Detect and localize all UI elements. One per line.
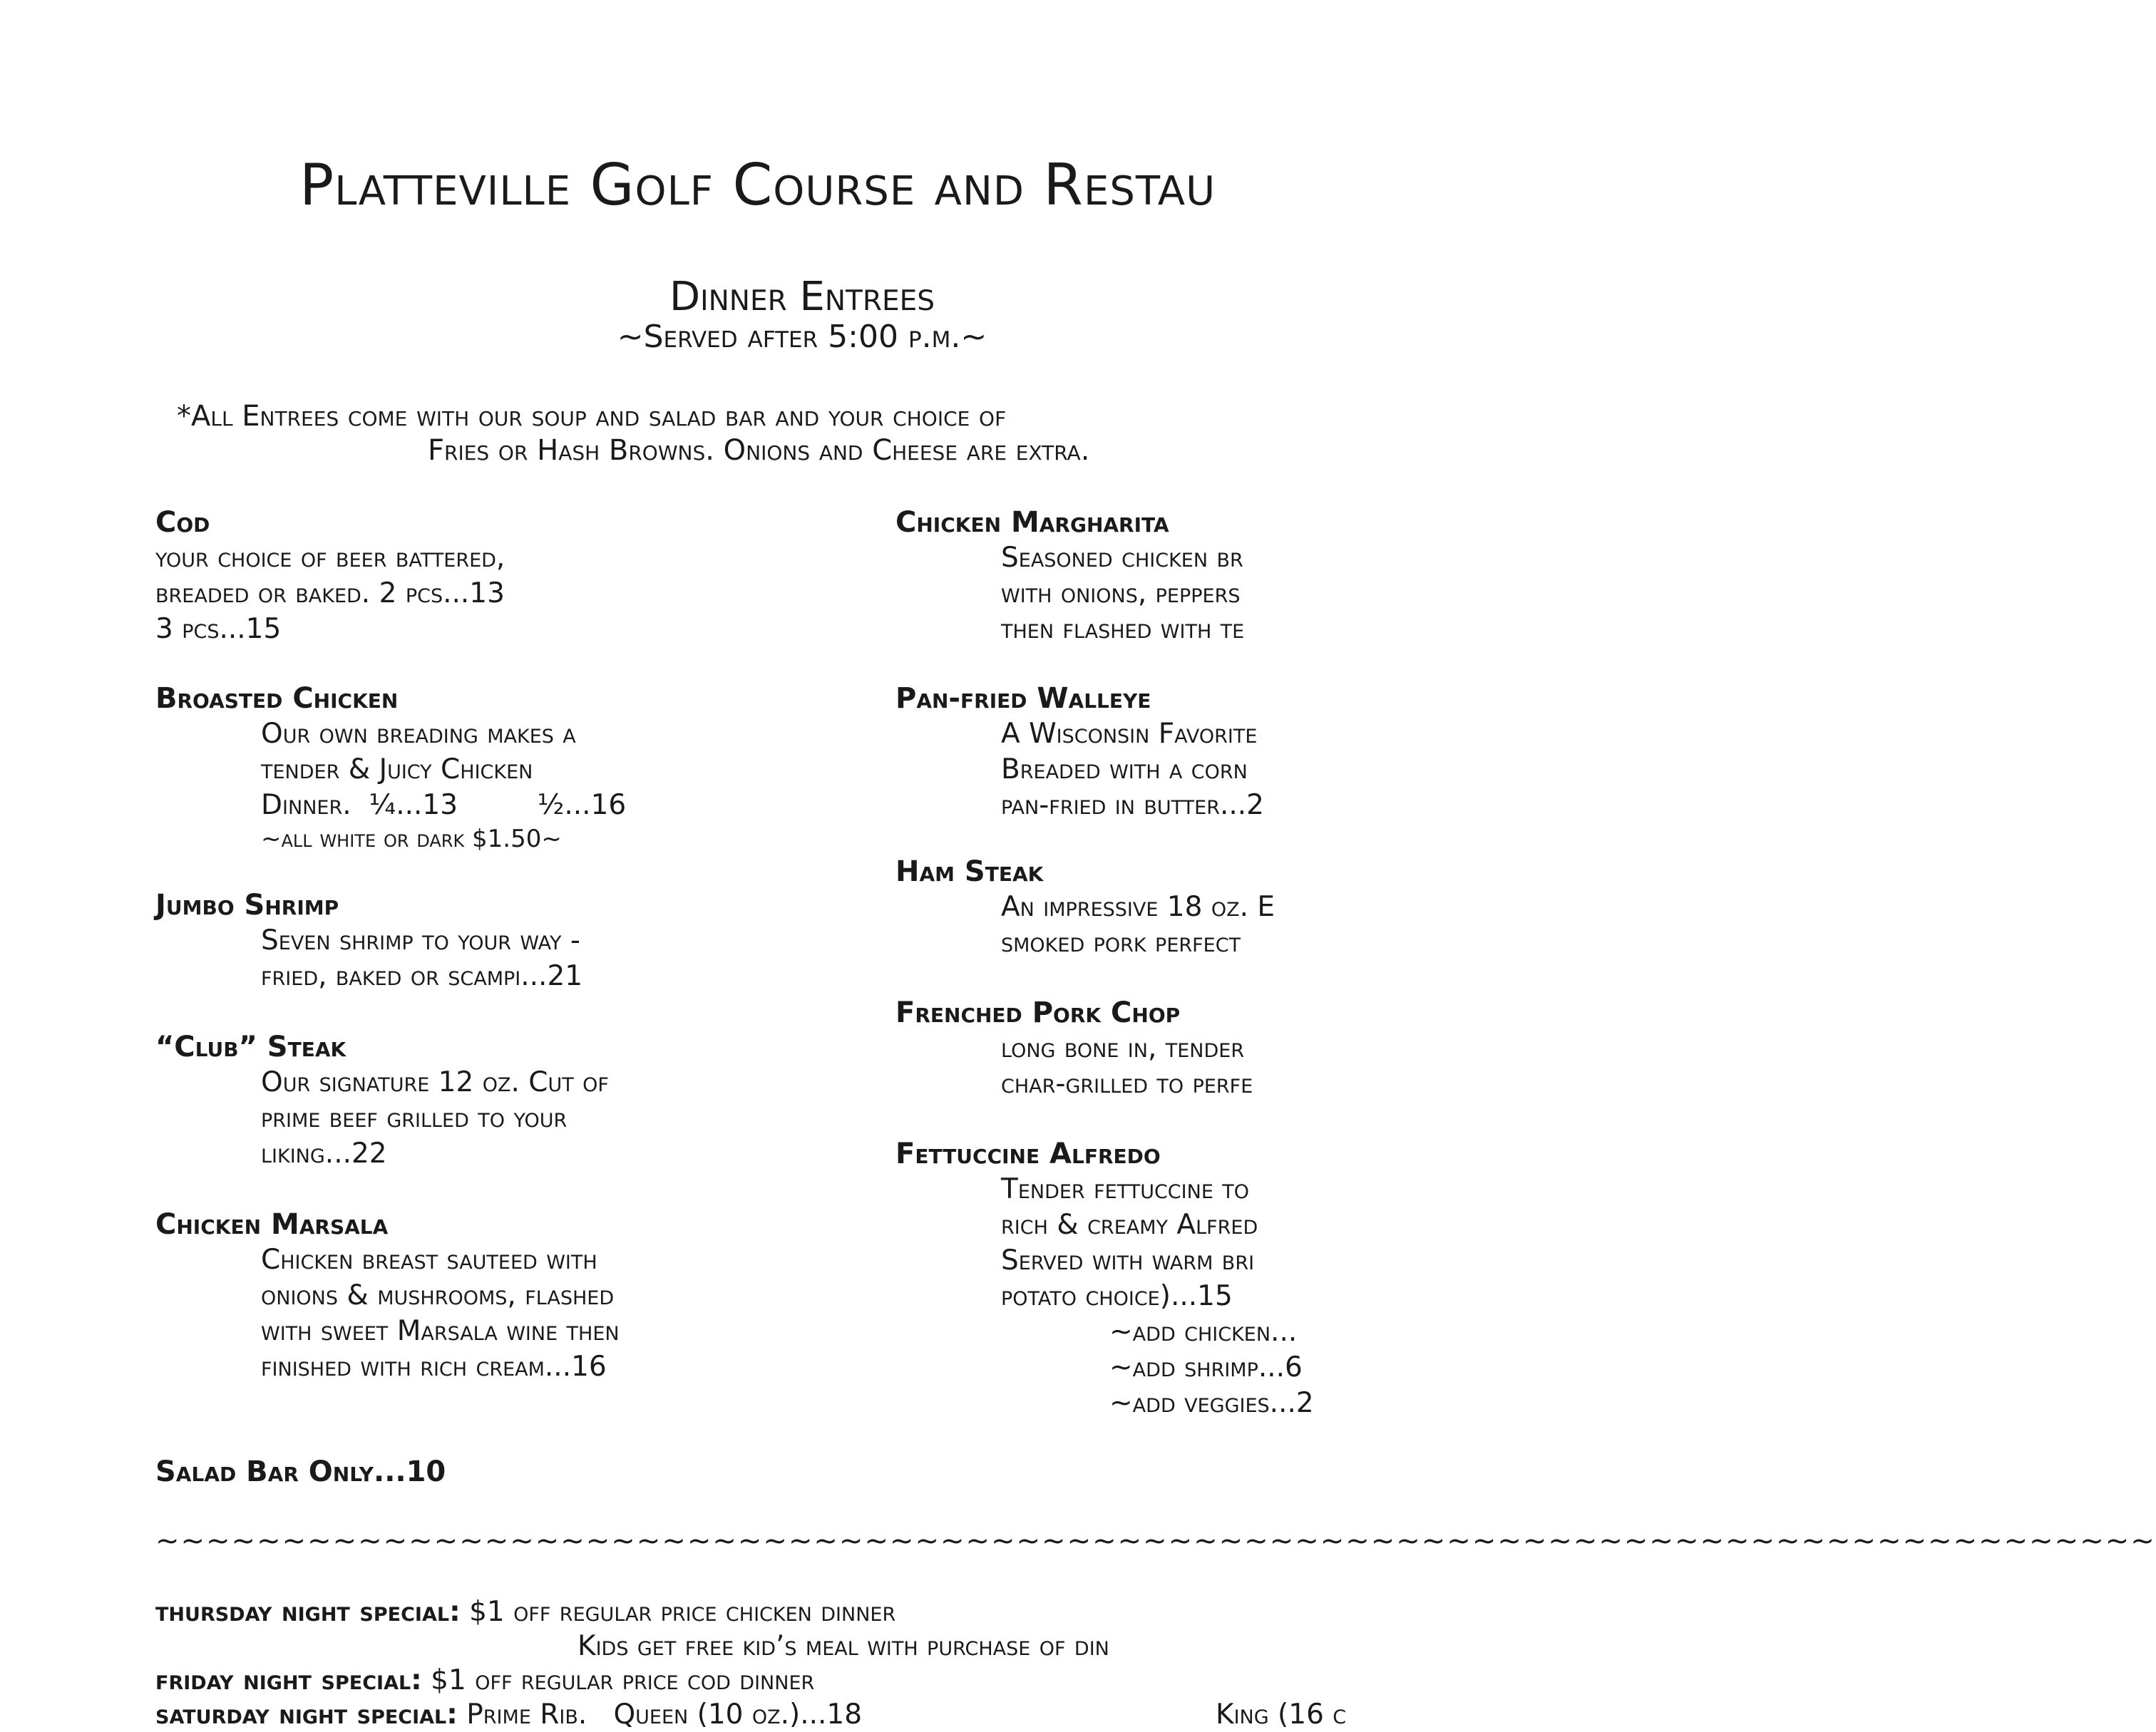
menu-item-salad-bar	[155, 1454, 446, 1490]
menu-item-ham-steak	[895, 854, 1275, 961]
item-name: Chicken Margharita	[895, 506, 1169, 539]
item-name: Salad Bar Only...10	[155, 1455, 446, 1488]
item-name: Chicken Marsala	[155, 1208, 389, 1241]
item-desc: onions & mushrooms, flashed	[261, 1279, 615, 1311]
menu-item-broasted-chicken	[155, 681, 626, 855]
item-addon: ~add chicken...	[1109, 1316, 1298, 1348]
divider: ~~~~~~~~~~~~~~~~~~~~~~~~~~~~~~~~~~~~~~~~~~~~~~~~~~~~~~~~~~~~~~~~~~~~~~~~~~~~~~~	[155, 1525, 2156, 1557]
menu-item-club-steak	[155, 1029, 609, 1172]
special-label: thursday night special:	[155, 1596, 461, 1628]
thursday-special-kids: Kids get free kid’s meal with purchase of din	[578, 1630, 1109, 1662]
menu-item-fettuccine-alfredo	[895, 1136, 1314, 1421]
item-name: “Club” Steak	[155, 1031, 346, 1063]
saturday-special	[155, 1698, 862, 1732]
menu-item-chicken-margharita	[895, 505, 1244, 647]
item-desc: Chicken breast sauteed with	[261, 1244, 597, 1276]
special-text: $1 off regular price cod dinner	[431, 1664, 815, 1696]
item-desc: Dinner. ¼...13 ½...16	[261, 789, 627, 821]
item-desc: long bone in, tender	[1001, 1032, 1245, 1064]
item-desc: liking...22	[261, 1138, 387, 1170]
item-addon: ~add veggies...2	[1109, 1387, 1314, 1419]
item-desc: finished with rich cream...16	[261, 1351, 607, 1383]
menu-item-pan-fried-walleye	[895, 681, 1264, 823]
entree-note-line-2: Fries or Hash Browns. Onions and Cheese are extra.	[428, 434, 1090, 467]
item-desc: char-grilled to perfe	[1001, 1068, 1253, 1100]
served-time: ~Served after 5:00 p.m.~	[617, 319, 987, 355]
special-text: Prime Rib. Queen (10 oz.)...18	[466, 1699, 863, 1731]
item-name: Jumbo Shrimp	[155, 889, 339, 922]
section-heading: Dinner Entrees	[669, 274, 935, 320]
item-desc: 3 pcs...15	[155, 613, 282, 645]
item-desc: then flashed with te	[1001, 613, 1245, 645]
item-desc: Our own breading makes a	[261, 718, 576, 750]
item-desc: your choice of beer battered,	[155, 542, 505, 574]
entree-note-line-1: *All Entrees come with our soup and salad bar and your choice of	[177, 400, 1007, 433]
item-desc: breaded or baked. 2 pcs...13	[155, 577, 505, 609]
item-name: Fettuccine Alfredo	[895, 1138, 1161, 1170]
item-addon: ~add shrimp...6	[1109, 1351, 1303, 1383]
menu-item-frenched-pork-chop	[895, 995, 1253, 1102]
item-desc: A Wisconsin Favorite	[1001, 718, 1258, 750]
item-name: Ham Steak	[895, 855, 1044, 888]
menu-item-jumbo-shrimp	[155, 887, 582, 994]
item-desc: tender & Juicy Chicken	[261, 753, 533, 785]
item-desc: Tender fettuccine to	[1001, 1173, 1250, 1205]
item-name: Cod	[155, 506, 210, 539]
item-desc: with sweet Marsala wine then	[261, 1315, 620, 1347]
item-desc: Our signature 12 oz. Cut of	[261, 1066, 609, 1098]
item-desc: An impressive 18 oz. E	[1001, 891, 1275, 923]
item-desc: pan-fried in butter...2	[1001, 789, 1264, 821]
restaurant-title: Platteville Golf Course and Restau	[299, 152, 1216, 218]
special-label: friday night special:	[155, 1664, 422, 1696]
friday-special	[155, 1664, 814, 1698]
menu-item-chicken-marsala	[155, 1207, 620, 1385]
item-desc: Breaded with a corn	[1001, 753, 1248, 785]
menu-item-cod	[155, 505, 505, 647]
special-text: $1 off regular price chicken dinner	[469, 1596, 896, 1628]
item-upcharge: ~all white or dark $1.50~	[261, 825, 562, 853]
item-desc: rich & creamy Alfred	[1001, 1209, 1258, 1241]
item-desc: fried, baked or scampi...21	[261, 960, 583, 992]
item-name: Broasted Chicken	[155, 682, 399, 715]
item-desc: Served with warm bri	[1001, 1244, 1255, 1277]
item-desc: with onions, peppers	[1001, 577, 1241, 609]
item-desc: prime beef grilled to your	[261, 1102, 568, 1134]
item-desc: potato choice)...15	[1001, 1280, 1233, 1312]
item-desc: Seasoned chicken br	[1001, 542, 1243, 574]
item-name: Frenched Pork Chop	[895, 996, 1181, 1029]
item-desc: smoked pork perfect	[1001, 927, 1241, 959]
item-desc: Seven shrimp to your way -	[261, 924, 580, 957]
thursday-special	[155, 1595, 895, 1629]
item-name: Pan-fried Walleye	[895, 682, 1151, 715]
saturday-special-king: King (16 c	[1216, 1699, 1347, 1731]
special-label: saturday night special:	[155, 1699, 458, 1731]
